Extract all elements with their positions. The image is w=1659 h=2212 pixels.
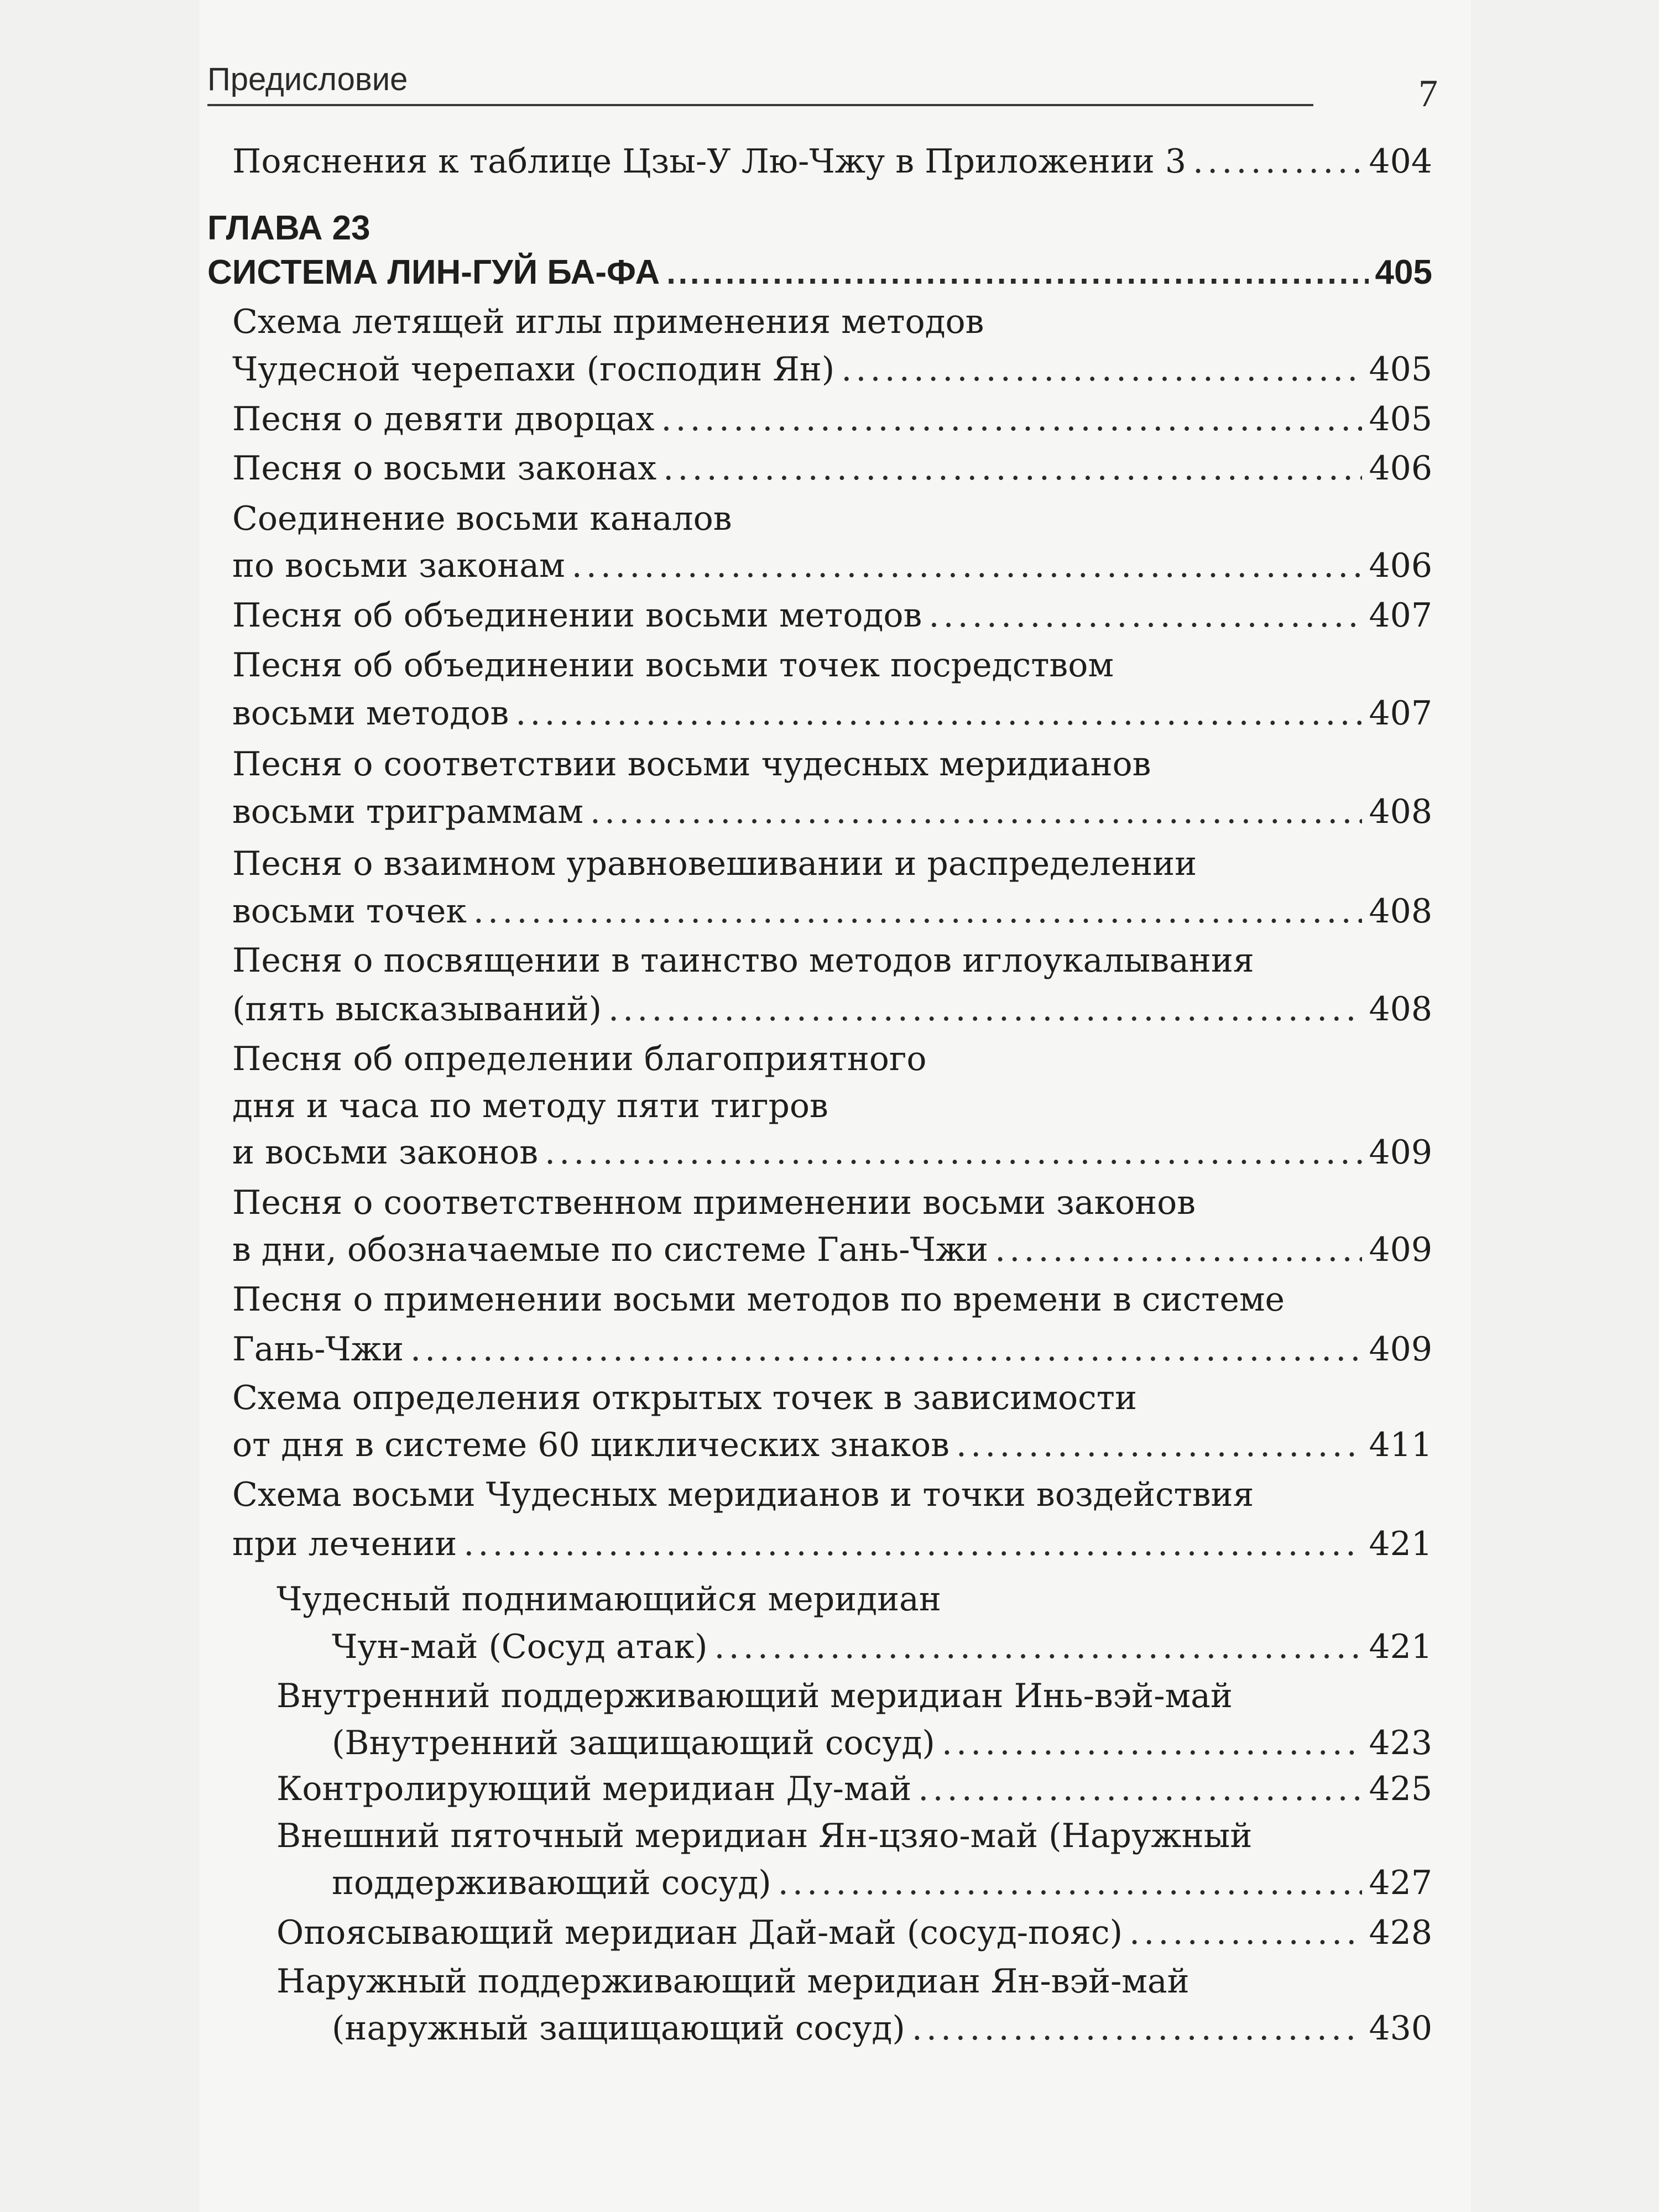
- toc-entry-line: [232, 1181, 1196, 1225]
- chapter-label: ГЛАВА 23: [207, 209, 371, 247]
- toc-entry-line: [232, 1423, 1432, 1467]
- header-rule: [207, 104, 1313, 106]
- toc-subentry-line: [332, 2006, 1432, 2051]
- toc-entry-line: [232, 1376, 1137, 1420]
- toc-entry-line: [232, 1037, 927, 1081]
- leader-dots: [608, 987, 1362, 1031]
- toc-entry-page: 408: [1369, 792, 1432, 831]
- toc-entry-title: Схема определения открытых точек в зависимости: [232, 1379, 1137, 1417]
- toc-entry-title: Песня об объединении восьми методов: [232, 596, 922, 635]
- toc-entry-page: 405: [1369, 400, 1432, 439]
- toc-entry-title: Пояснения к таблице Цзы-У Лю-Чжу в Приложении 3: [232, 142, 1186, 181]
- toc-subentry-page: 425: [1369, 1770, 1432, 1808]
- toc-subentry-line: [276, 1959, 1190, 2004]
- page-number: 7: [1418, 72, 1438, 115]
- toc-entry-title: Схема восьми Чудесных меридианов и точки воздействия: [232, 1475, 1254, 1514]
- toc-subentry-title: (Внутренний защищающий сосуд): [332, 1724, 935, 1762]
- toc-entry-line: [232, 1084, 828, 1128]
- toc-entry-page: 411: [1369, 1426, 1432, 1464]
- toc-subentry-line: [276, 1767, 1432, 1811]
- toc-entry-page: 405: [1369, 350, 1432, 389]
- toc-entry-page: 406: [1369, 449, 1432, 488]
- toc-entry-page: 408: [1369, 892, 1432, 931]
- toc-entry-title: Песня об объединении восьми точек посредством: [232, 646, 1114, 685]
- toc-entry-line: [232, 300, 984, 344]
- toc-entry-line: [232, 497, 732, 541]
- toc-entry-title: Соединение восьми каналов: [232, 499, 732, 538]
- leader-dots: [666, 251, 1368, 295]
- leader-dots: [918, 1767, 1362, 1811]
- toc-entry-line: [232, 742, 1151, 786]
- toc-entry-title: Песня о применении восьми методов по времени в системе: [232, 1280, 1285, 1319]
- toc-subentry-line: [276, 1911, 1432, 1955]
- toc-entry-line: [232, 347, 1432, 392]
- toc-entry-line: [232, 397, 1432, 441]
- toc-subentry-title: (наружный защищающий сосуд): [332, 2009, 905, 2048]
- leader-dots: [545, 1130, 1362, 1175]
- toc-subentry-title: Внешний пяточный меридиан Ян-цзяо-май (Наружный: [276, 1817, 1253, 1855]
- leader-dots: [515, 691, 1362, 735]
- toc-entry-title: Песня о взаимном уравновешивании и распределении: [232, 844, 1197, 883]
- toc-entry-title: Песня о восьми законах: [232, 449, 657, 488]
- toc-entry-title: Песня о соответствии восьми чудесных меридианов: [232, 745, 1151, 784]
- toc-entry-title: Песня о посвящении в таинство методов иглоукалывания: [232, 941, 1254, 980]
- toc-entry-title: в дни, обозначаемые по системе Гань-Чжи: [232, 1230, 989, 1269]
- chapter-page: 405: [1375, 253, 1432, 291]
- toc-subentry-line: [276, 1814, 1252, 1858]
- toc-subentry-line: [332, 1625, 1432, 1669]
- toc-subentry-page: 428: [1369, 1913, 1432, 1952]
- toc-entry-page: 404: [1369, 142, 1432, 181]
- toc-entry-title: Гань-Чжи: [232, 1330, 404, 1369]
- toc-subentry-line: [332, 1721, 1432, 1765]
- leader-dots: [928, 593, 1362, 638]
- toc-entry-line: [232, 1277, 1285, 1322]
- toc-subentry-page: 430: [1369, 2009, 1432, 2048]
- leader-dots: [663, 446, 1362, 491]
- toc-entry-page: 409: [1369, 1230, 1432, 1269]
- toc-entry-line: [232, 691, 1432, 735]
- leader-dots: [590, 790, 1363, 834]
- toc-entry-title: Песня об определении благоприятного: [232, 1040, 927, 1078]
- toc-entry-line: [232, 938, 1254, 983]
- toc-entry-line: [232, 1473, 1254, 1517]
- toc-subentry-page: 421: [1369, 1627, 1432, 1666]
- toc-entry-page: 409: [1369, 1330, 1432, 1369]
- toc-entry-line: [232, 446, 1432, 491]
- toc-subentry-title: Чудесный поднимающийся меридиан: [276, 1580, 941, 1619]
- toc-entry-page: 409: [1369, 1133, 1432, 1172]
- toc-entry: [232, 139, 1432, 184]
- toc-subentry-page: 423: [1369, 1724, 1432, 1762]
- toc-subentry-title: Внутренний поддерживающий меридиан Инь-вэй-май: [276, 1677, 1233, 1715]
- toc-entry-line: [232, 593, 1432, 638]
- toc-subentry-line: [276, 1674, 1233, 1718]
- toc-entry-title: Схема летящей иглы применения методов: [232, 302, 984, 341]
- chapter-title: СИСТЕМА ЛИН-ГУЙ БА-ФА: [207, 253, 660, 291]
- leader-dots: [661, 397, 1362, 441]
- toc-entry-line: [232, 1522, 1432, 1566]
- toc-entry-title: Чудесной черепахи (господин Ян): [232, 350, 835, 389]
- leader-dots: [841, 347, 1362, 392]
- toc-entry-title: и восьми законов: [232, 1133, 538, 1172]
- leader-dots: [1193, 139, 1362, 184]
- leader-dots: [942, 1721, 1363, 1765]
- running-header-section: Предисловие: [207, 61, 408, 97]
- leader-dots: [463, 1522, 1362, 1566]
- toc-entry-line: [232, 889, 1432, 933]
- toc-subentry-title: Чун-май (Сосуд атак): [332, 1627, 708, 1666]
- toc-entry-title: при лечении: [232, 1525, 457, 1563]
- toc-subentry-title: Наружный поддерживающий меридиан Ян-вэй-май: [276, 1962, 1190, 2001]
- toc-entry-title: восьми триграммам: [232, 792, 583, 831]
- toc-entry-page: 406: [1369, 546, 1432, 585]
- chapter-title-line: [207, 251, 1432, 295]
- leader-dots: [778, 1861, 1363, 1905]
- leader-dots: [572, 544, 1363, 588]
- leader-dots: [912, 2006, 1363, 2051]
- toc-entry-line: [232, 987, 1432, 1031]
- page-header: [207, 50, 1438, 115]
- toc-entry-line: [232, 643, 1114, 687]
- toc-entry-page: 408: [1369, 990, 1432, 1029]
- toc-subentry-title: Контролирующий меридиан Ду-май: [276, 1770, 912, 1808]
- toc-entry-title: по восьми законам: [232, 546, 565, 585]
- leader-dots: [1129, 1911, 1362, 1955]
- toc-entry-line: [232, 1228, 1432, 1272]
- toc-subentry-title: поддерживающий сосуд): [332, 1864, 771, 1902]
- toc-entry-page: 421: [1369, 1525, 1432, 1563]
- toc-entry-title: Песня о девяти дворцах: [232, 400, 655, 439]
- leader-dots: [410, 1327, 1362, 1371]
- toc-entry-title: восьми точек: [232, 892, 467, 931]
- toc-entry-title: Песня о соответственном применении восьми законов: [232, 1183, 1196, 1222]
- toc-entry-line: [232, 1327, 1432, 1371]
- toc-subentry-line: [276, 1577, 941, 1621]
- leader-dots: [956, 1423, 1363, 1467]
- leader-dots: [714, 1625, 1362, 1669]
- toc-entry-line: [232, 1130, 1432, 1175]
- toc-entry-line: [232, 842, 1197, 886]
- toc-entry-title: дня и часа по методу пяти тигров: [232, 1087, 828, 1125]
- toc-subentry-page: 427: [1369, 1864, 1432, 1902]
- toc-subentry-title: Опоясывающий меридиан Дай-май (сосуд-пояс): [276, 1913, 1123, 1952]
- toc-entry-page: 407: [1369, 694, 1432, 733]
- toc-entry-title: от дня в системе 60 циклических знаков: [232, 1426, 950, 1464]
- toc-entry-line: [232, 544, 1432, 588]
- toc-entry-title: восьми методов: [232, 694, 509, 733]
- toc-entry-page: 407: [1369, 596, 1432, 635]
- toc-entry-title: (пять высказываний): [232, 990, 602, 1029]
- leader-dots: [995, 1228, 1362, 1272]
- toc-subentry-line: [332, 1861, 1432, 1905]
- toc-entry-line: [232, 790, 1432, 834]
- leader-dots: [473, 889, 1363, 933]
